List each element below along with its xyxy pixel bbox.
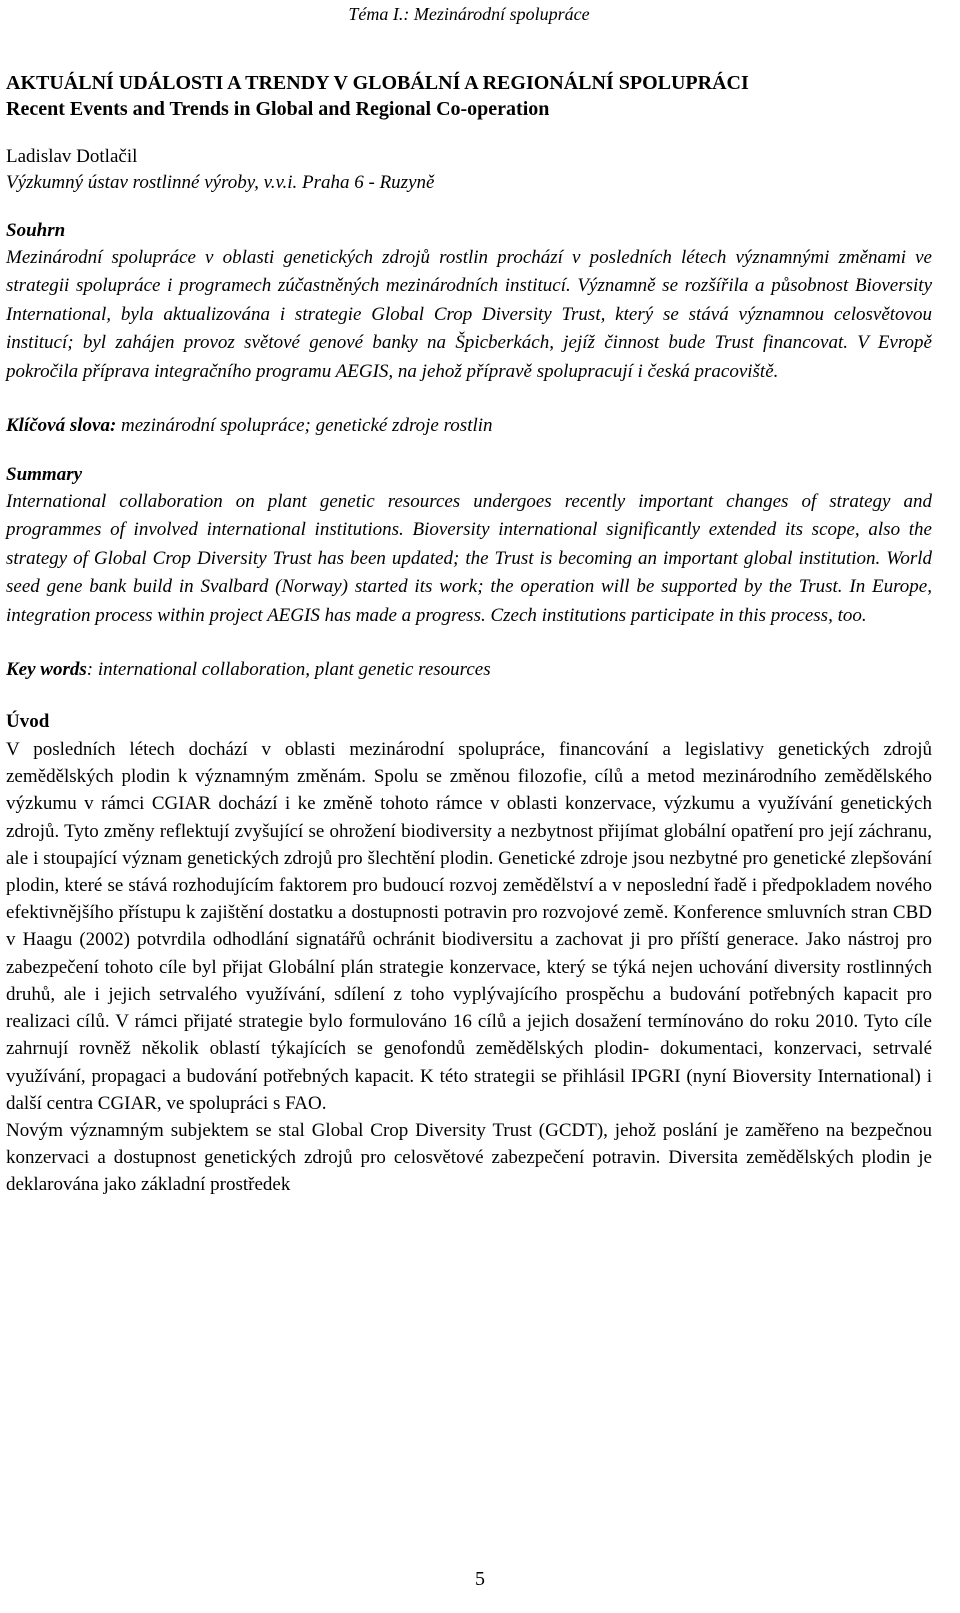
running-header: Téma I.: Mezinárodní spolupráce bbox=[348, 4, 590, 24]
key-words bbox=[6, 656, 932, 684]
summary-text: International collaboration on plant genetic resources undergoes recently important changes of strategy and programmes of involved international institutions. Bioversity international significantly extended its scope, also the strategy of Global Crop Diversity Trust has been updated; the Trust is becoming an important global institution. World seed gene bank build in Svalbard (Norway) started its work; the operation will be supported by the Trust. In Europe, integration process within project AEGIS has made a progress. Czech institutions participate in this process, too. bbox=[6, 491, 932, 626]
key-words-text: : international collaboration, plant genetic resources bbox=[86, 659, 491, 681]
key-words-label: Key words bbox=[6, 659, 87, 681]
title-czech: AKTUÁLNÍ UDÁLOSTI A TRENDY V GLOBÁLNÍ A REGIONÁLNÍ SPOLUPRÁCI bbox=[6, 72, 749, 94]
uvod-paragraph-1: V posledních létech dochází v oblasti mezinárodní spolupráce, financování a legislativy genetických zdrojů zemědělských plodin k významným změnám. Spolu se změnou filozofie, cílů a metod mezinárodního zemědělského výzkumu v rámci CGIAR dochází i ke změně tohoto rámce v oblasti konzervace, výzkumu a využívání genetických zdrojů. Tyto změny reflektují zvyšující se ohrožení biodiversity a nezbytnost přijímat globální opatření pro její záchranu, ale i stoupající význam genetických zdrojů pro šlechtění plodin. Genetické zdroje jsou nezbytné pro genetické zlepšování plodin, které se stává rozhodujícím faktorem pro budoucí rozvoj zemědělství a v neposlední řadě i předpokladem nového efektivnějšího přístupu k zajištění dostatku a dostupnosti potravin pro rozvojové země. Konference smluvních stran CBD v Haagu (2002) potvrdila odhodlání signatářů ochránit biodiversitu a zachovat ji pro příští generace. Jako nástroj pro zabezpečení tohoto cíle byl přijat Globální plán strategie konzervace, který se týká nejen uchování diversity rostlinných druhů, ale i jejich setrvalého využívání, sdílení z toho vyplývajícího prospěchu a budování potřebných kapacit pro realizaci cílů. V rámci přijaté strategie bylo formulováno 16 cílů a jejich dosažení termínováno do roku 2010. Tyto cíle zahrnují rovněž několik oblastí týkajících se genofondů zemědělských plodin- dokumentaci, konzervaci, setrvalé využívání, propagaci a budování potřebných kapacit. K této strategii se přihlásil IPGRI (nyní Bioversity International) i další centra CGIAR, ve spolupráci s FAO. bbox=[6, 739, 932, 1114]
author-name: Ladislav Dotlačil bbox=[6, 146, 138, 167]
page-number: 5 bbox=[475, 1568, 485, 1590]
summary-heading: Summary bbox=[6, 464, 83, 486]
author-institution: Výzkumný ústav rostlinné výroby, v.v.i. Praha 6 - Ruzyně bbox=[6, 172, 435, 193]
klicova-slova bbox=[6, 412, 932, 440]
uvod-paragraph-2: Novým významným subjektem se stal Global Crop Diversity Trust (GCDT), jehož poslání je zaměřeno na bezpečnou konzervaci a dostupnost genetických zdrojů pro celosvětové zabezpečení potravin. Diversita zemědělských plodin je deklarována jako základní prostředek bbox=[6, 1119, 932, 1196]
title-english: Recent Events and Trends in Global and Regional Co-operation bbox=[6, 98, 550, 120]
souhrn-text: Mezinárodní spolupráce v oblasti genetických zdrojů rostlin prochází v posledních létech významnými změnami ve strategii spolupráce i programech zúčastněných mezinárodních institucí. Významně se rozšířila a působnost Bioversity International, byla aktualizována i strategie Global Crop Diversity Trust, který se stává významnou celosvětovou institucí; byl zahájen provoz světové genové banky na Špicberkách, jejíž činnost bude Trust financovat. V Evropě pokročila příprava integračního programu AEGIS, na jehož přípravě spolupracují i česká pracoviště. bbox=[6, 247, 932, 382]
uvod-heading: Úvod bbox=[6, 711, 50, 733]
klicova-slova-label: Klíčová slova: bbox=[6, 415, 117, 437]
document-page bbox=[6, 0, 932, 1199]
souhrn-heading: Souhrn bbox=[6, 220, 66, 241]
title-block bbox=[6, 70, 932, 122]
klicova-slova-text: mezinárodní spolupráce; genetické zdroje rostlin bbox=[116, 415, 493, 437]
